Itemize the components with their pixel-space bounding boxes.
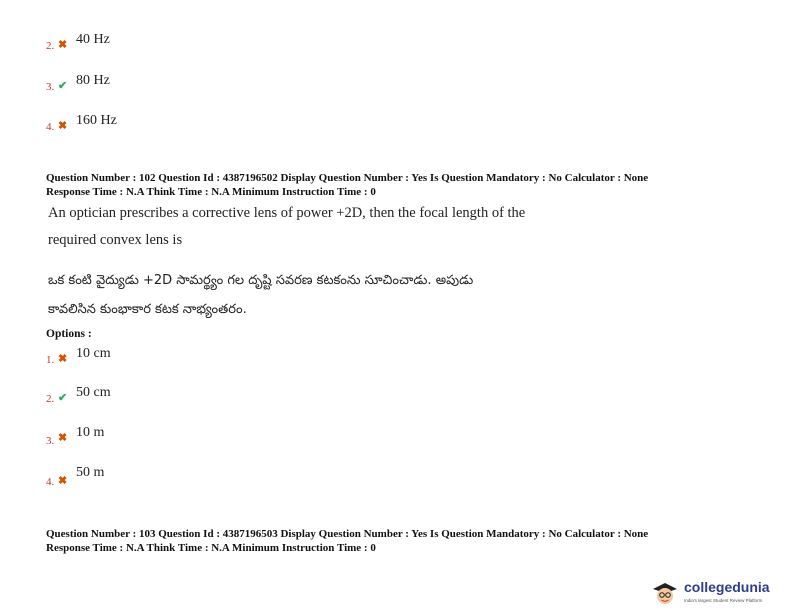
prev-option-4	[46, 113, 346, 139]
cross-icon: ✖	[58, 39, 68, 51]
question-meta: Question Number : 102 Question Id : 4387196502 Display Question Number : Yes Is Question Mandatory : No Calculator : None	[46, 172, 649, 184]
question-text-en: An optician prescribes a corrective lens of power +2D, then the focal length of the	[48, 205, 526, 221]
option-value: 40 Hz	[76, 32, 110, 47]
option-number: 1.	[46, 354, 55, 366]
cross-icon: ✖	[58, 120, 68, 132]
option-value: 50 cm	[76, 385, 111, 400]
brand-name: collegedunia	[684, 579, 770, 595]
option-value: 10 m	[76, 425, 105, 440]
question-text-te: ఒక కంటి వైద్యుడు +2D సామర్థ్యం గల దృష్టి సవరణ కటకంను సూచించాడు. అపుడు	[48, 273, 474, 288]
options-label: Options :	[46, 328, 92, 340]
brand-tagline: India's largest Student Review Platform	[684, 598, 763, 603]
check-icon: ✔	[58, 392, 68, 404]
option-4	[46, 465, 346, 491]
option-number: 3.	[46, 81, 55, 93]
option-value: 10 cm	[76, 346, 111, 361]
option-number: 3.	[46, 435, 55, 447]
option-number: 2.	[46, 393, 55, 405]
option-number: 4.	[46, 121, 55, 133]
option-value: 160 Hz	[76, 113, 117, 128]
option-number: 4.	[46, 476, 55, 488]
cross-icon: ✖	[58, 353, 68, 365]
cross-icon: ✖	[58, 475, 68, 487]
collegedunia-logo	[650, 578, 785, 608]
mascot-icon	[650, 580, 680, 606]
question-text-te-cont: కావలిసిన కుంభాకార కటక నాభ్యంతరం.	[48, 302, 247, 317]
question-text-en-cont: required convex lens is	[48, 232, 183, 248]
prev-option-2	[46, 32, 346, 58]
option-number: 2.	[46, 40, 55, 52]
option-2	[46, 385, 346, 411]
question-timing: Response Time : N.A Think Time : N.A Minimum Instruction Time : 0	[46, 186, 376, 198]
check-icon: ✔	[58, 80, 68, 92]
question-meta-103: Question Number : 103 Question Id : 4387196503 Display Question Number : Yes Is Question Mandatory : No Calculator : None	[46, 528, 649, 540]
cross-icon: ✖	[58, 432, 68, 444]
option-3	[46, 425, 346, 451]
option-value: 50 m	[76, 465, 105, 480]
option-value: 80 Hz	[76, 73, 110, 88]
option-1	[46, 346, 346, 372]
prev-option-3	[46, 73, 346, 99]
question-timing-103: Response Time : N.A Think Time : N.A Minimum Instruction Time : 0	[46, 542, 376, 554]
